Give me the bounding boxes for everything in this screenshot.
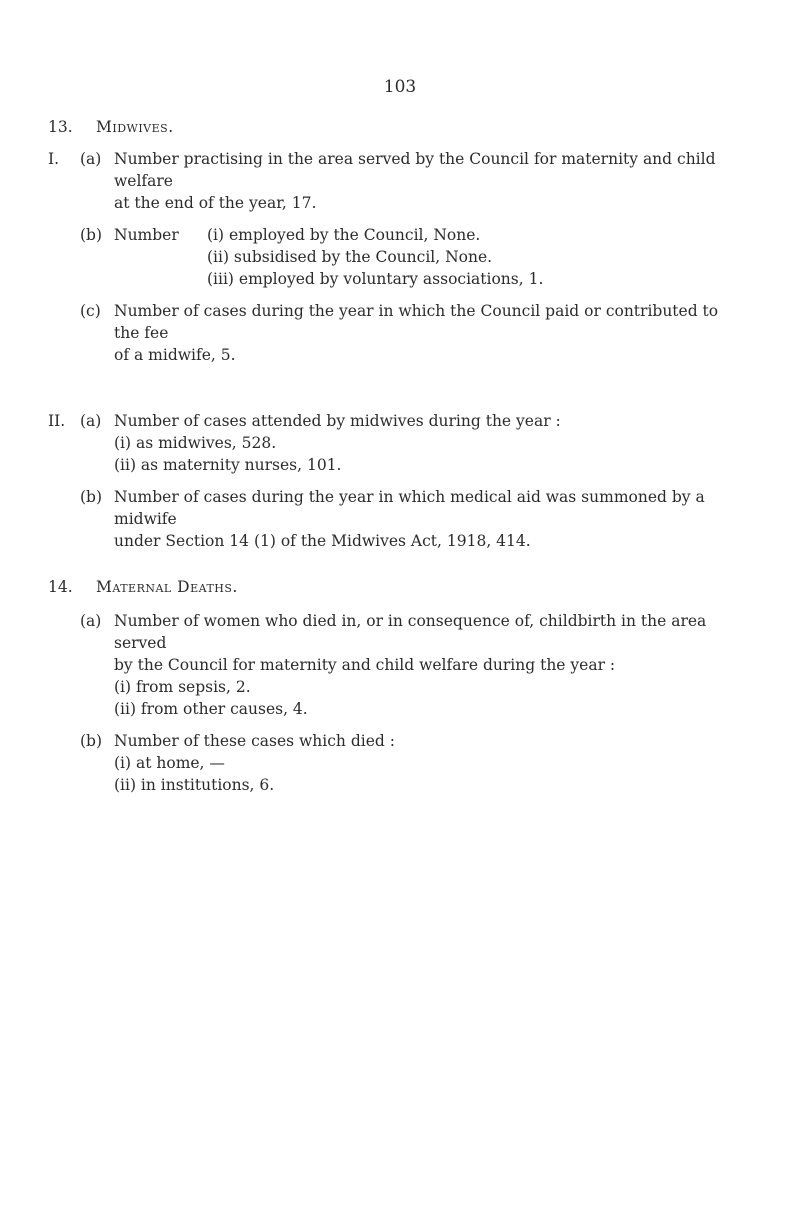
sub-item: (ii) from other causes, 4. xyxy=(114,700,308,718)
item-14a xyxy=(48,610,748,720)
item-label: (a) xyxy=(80,412,102,430)
item-label: (b) xyxy=(80,488,103,506)
item-text: Number of cases during the year in which the Council paid or contributed to the fee xyxy=(114,302,719,342)
item-label: (a) xyxy=(80,150,102,168)
sub-item: (ii) subsidised by the Council, None. xyxy=(207,248,493,266)
section-maternal-deaths xyxy=(48,576,748,600)
item-1b xyxy=(48,224,748,290)
item-1a xyxy=(48,148,748,214)
section-title: Maternal Deaths. xyxy=(96,578,238,596)
section-heading xyxy=(48,116,748,140)
item-label: (c) xyxy=(80,302,101,320)
item-row xyxy=(114,224,748,246)
item-14b xyxy=(48,730,748,796)
part-roman-numeral: II. xyxy=(48,412,66,430)
item-text: by the Council for maternity and child welfare during the year : xyxy=(114,656,616,674)
item-text: at the end of the year, 17. xyxy=(114,194,317,212)
sub-item: (i) from sepsis, 2. xyxy=(114,678,251,696)
item-text: Number of these cases which died : xyxy=(114,732,395,750)
section-number: 13. xyxy=(48,118,73,136)
sub-item: (ii) in institutions, 6. xyxy=(114,776,275,794)
sub-item: (iii) employed by voluntary associations, 1. xyxy=(207,270,544,288)
section-midwives xyxy=(48,116,748,140)
item-text: Number practising in the area served by the Council for maternity and child welfare xyxy=(114,150,716,190)
item-text: Number of women who died in, or in consequence of, childbirth in the area served xyxy=(114,612,707,652)
sub-item: (i) as midwives, 528. xyxy=(114,434,277,452)
sub-item: (i) employed by the Council, None. xyxy=(207,226,481,244)
page-number: 103 xyxy=(383,77,417,97)
item-text: under Section 14 (1) of the Midwives Act, 1918, 414. xyxy=(114,532,531,550)
section-14-items xyxy=(48,610,748,796)
item-1c xyxy=(48,300,748,366)
sub-item: (i) at home, — xyxy=(114,754,225,772)
item-text: of a midwife, 5. xyxy=(114,346,236,364)
item-2b xyxy=(48,486,748,552)
part-roman-numeral: I. xyxy=(48,150,60,168)
item-2a xyxy=(48,410,748,476)
sub-item: (ii) as maternity nurses, 101. xyxy=(114,456,342,474)
item-label: (a) xyxy=(80,612,102,630)
item-label: (b) xyxy=(80,732,103,750)
section-title: Midwives. xyxy=(96,118,174,136)
item-text: Number of cases attended by midwives during the year : xyxy=(114,412,561,430)
item-label: (b) xyxy=(80,226,103,244)
item-lead-text: Number xyxy=(114,226,179,244)
part-1 xyxy=(48,148,748,366)
item-text: Number of cases during the year in which medical aid was summoned by a midwife xyxy=(114,488,705,528)
section-heading xyxy=(48,576,748,600)
section-number: 14. xyxy=(48,578,73,596)
part-2 xyxy=(48,410,748,552)
